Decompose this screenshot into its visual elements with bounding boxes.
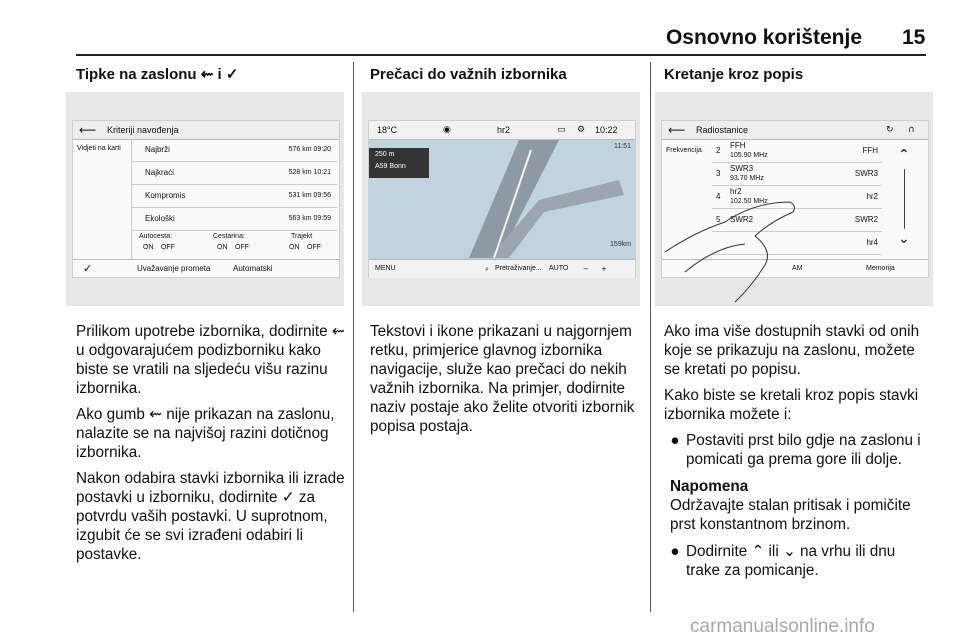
screen-title: Radiostanice [696,125,749,135]
checkmark-icon: ✓ [83,262,93,275]
page-header [0,0,960,56]
screen-bottom-bar: ✓ Uvažavanje prometa Automatski [73,259,339,278]
eta: 11:51 [614,143,631,150]
scrollbar [904,169,905,229]
gear-icon: ⚙ [577,125,586,135]
navigation-map-screenshot [362,92,640,306]
minus-icon: − [583,265,589,273]
remaining-distance: 159km [609,241,631,248]
list-item: hr4 [712,232,882,255]
list-item: 5 SWR2 SWR2 [712,209,882,232]
screen-bottom-bar: MENU ⌕ Pretraživanje... AUTO − + [369,259,635,278]
note-box [670,477,932,534]
column-divider [353,62,354,612]
headset-icon: ∩ [908,125,915,135]
plus-icon: + [601,265,607,273]
nav-criteria-screenshot [66,92,344,306]
list-item: 3 SWR3 93.70 MHz SWR3 [712,163,882,186]
bullet-item: ● Dodirnite ⌃ ili ⌄ na vrhu ili dnu trake za pomicanje. [670,543,896,579]
station-shortcut: hr2 [497,125,511,135]
side-panel [73,139,132,259]
toggle-row: Autocesta: ON OFF Cestarina: ON OFF Trajekt ON OFF [139,233,321,251]
header-rule [76,54,926,56]
map-view [369,140,635,258]
search-icon: ⌕ [485,265,489,273]
screen-bottom-bar: AM Memorija [662,259,928,278]
chapter-title: Osnovno korištenje [665,26,862,49]
back-arrow-icon: ⟵ [79,123,97,137]
column-2 [370,64,638,86]
list-item: 2 FFH 105.90 MHz FFH [712,140,882,163]
screen-title-bar [662,121,928,140]
turn-distance: 250 m [375,151,395,158]
side-label: Frekvencija [666,147,702,154]
note-title: Napomena [670,478,749,495]
road-name: A59 Bonn [375,163,406,170]
page-number: 15 [902,26,926,49]
section-heading: Kretanje kroz popis [664,66,804,83]
navigation-icon: ◉ [443,125,451,135]
radio-list-screenshot [655,92,933,306]
column-3 [664,64,932,86]
watermark: carmanualsonline.info [690,616,875,637]
section-heading: Prečaci do važnih izbornika [370,66,567,83]
back-arrow-icon: ⟵ [668,123,686,137]
column-3-text: Ako ima više dostupnih stavki od onih koje se prikazuju na zaslonu, možete se kretati po popisu. Kako biste se kretali kroz popis stavki izbornika možete i: ● Postaviti prst bilo gdje na zaslonu i pomicati ga prema gore ili dolje. Napomena Održavajte stalan pritisak i pomičite prst konstantnom brzinom. ● Dodirnite ⌃ ili ⌄ na vrhu ili dnu trake za pomicanje. [664,322,932,580]
screen [368,120,636,278]
hand-illustration [655,192,805,306]
section-heading: Tipke na zaslonu ⇜ i ✓ [76,66,239,83]
list-item: Ekološki 563 km 09:59 [131,208,337,231]
column-divider [650,62,651,612]
column-1-text: Prilikom upotrebe izbornika, dodirnite ⇜ u odgovarajućem podizborniku kako biste se vratili na sljedeću višu razinu izbornika. Ako gumb ⇜ nije prikazan na zaslonu, nalazite se na najvišoj razini dotičnog izbornika. Nakon odabira stavki izbornika ili izrade postavki u izborniku, dodirnite ✓ za potvrdu vaših postavki. U suprotnom, izgubit će se svi izrađeni odabiri li postavke. [76,323,345,563]
list-item: Kompromis 531 km 09:56 [131,185,337,208]
side-label: Vidjeti na karti [77,145,121,152]
column-1 [76,64,344,86]
list-item: Najkraći 528 km 10:21 [131,162,337,185]
screen-top-bar [369,121,635,140]
screen-title: Kriteriji navođenja [107,125,179,135]
list-item: 4 hr2 102.50 MHz hr2 [712,186,882,209]
phone-icon: ▭ [557,125,566,135]
clock: 10:22 [595,125,618,135]
list-item: Najbrži 576 km 09:20 [131,139,337,162]
screen [72,120,340,278]
chevron-up-icon: ⌃ [898,147,910,163]
screen-title-bar [73,121,339,140]
bullet-item: ● Postaviti prst bilo gdje na zaslonu i pomicati ga prema gore ili dolje. [670,432,921,468]
column-2-text: Tekstovi i ikone prikazani u najgornjem retku, primjerice glavnog izbornika navigacije, služe kao prečaci do nekih važnih izbornika. Na primjer, dodirnite naziv postaje ako želite otvoriti izbornik popisa postaja. [370,323,635,435]
temperature: 18°C [377,125,398,135]
chevron-down-icon: ⌄ [898,231,910,247]
note-text: Održavajte stalan pritisak i pomičite prst konstantnom brzinom. [670,497,911,533]
refresh-icon: ↻ [886,125,894,135]
